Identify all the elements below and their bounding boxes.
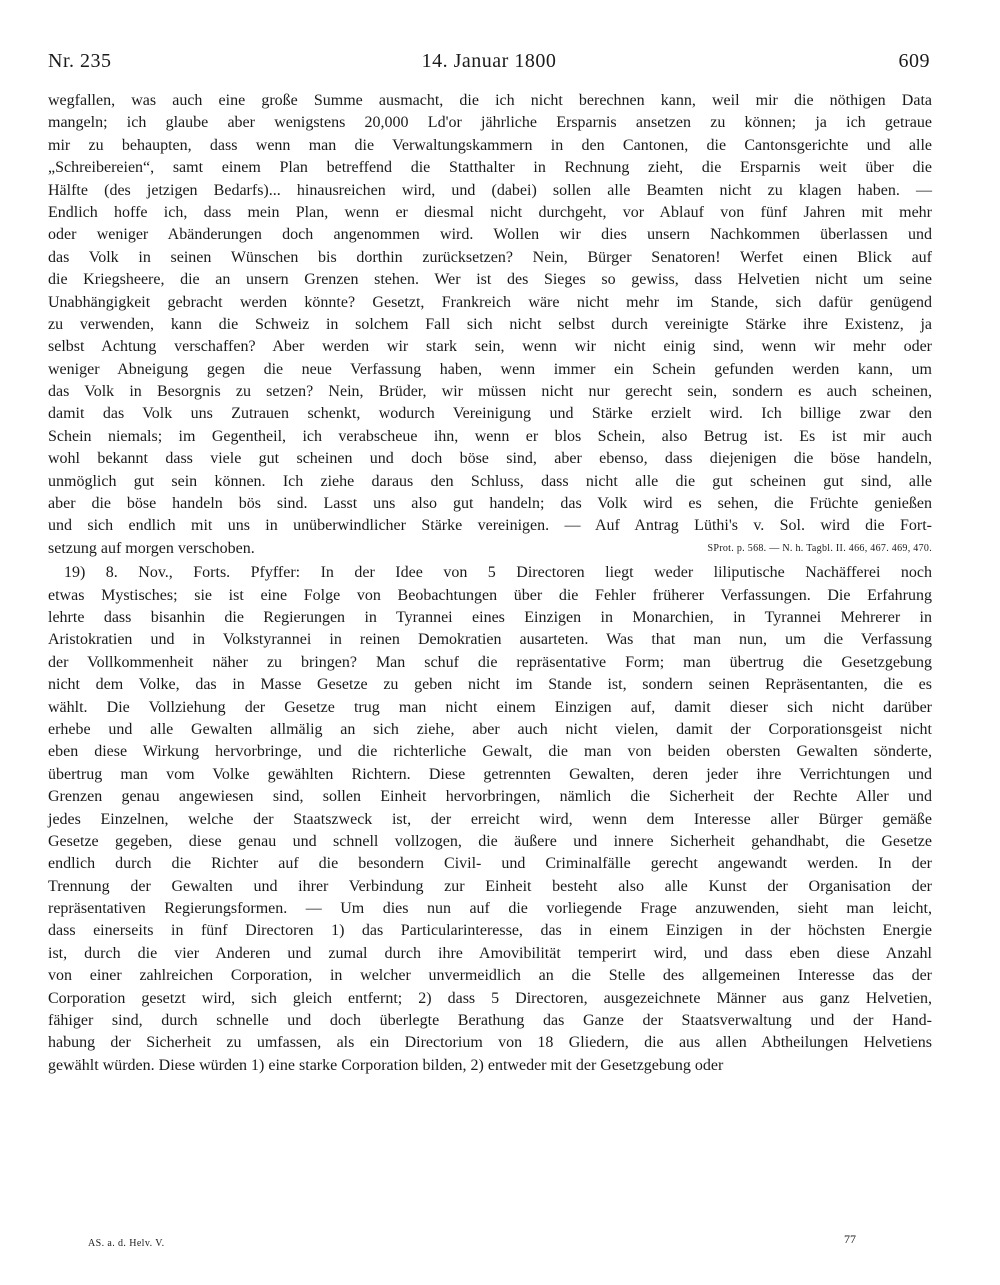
text-line: Unabhängigkeit gebracht werden könnte? Gesetzt, Frankreich wäre nicht mehr im Stande, sich dafür genügend: [48, 293, 932, 311]
text-line: fähiger sind, durch schnelle und doch überlegte Berathung das Ganze der Staatsverwaltung und der Hand-: [48, 1012, 932, 1030]
text-line: das Volk in seinen Wünschen bis dorthin zurücksetzen? Nein, Bürger Senatoren! Werfet einen Blick auf: [48, 248, 932, 266]
text-line: „Schreibereien“, samt einem Plan betreffend die Statthalter in Rechnung zieht, die Ersparnis weit über die: [48, 159, 932, 177]
sheet-number: 77: [844, 1232, 856, 1246]
text-line: Gesetze gegeben, diese genau und schnell vollzogen, die äußere und innere Sicherheit gehandhabt, die Gesetze: [48, 832, 932, 850]
text-line: etwas Mystisches; sie ist eine Folge von Beobachtungen über die Fehler früherer Verfassungen. Die Erfahrung: [48, 586, 932, 604]
text-line: das Volk in Besorgnis zu setzen? Nein, Brüder, wir müssen nicht nur gerecht sein, sondern es auch scheinen,: [48, 383, 932, 401]
body-text: [48, 90, 932, 1077]
text-line: wählt. Die Vollziehung der Gesetze trug man nicht einem Einzigen auf, damit dieser sich nicht darüber: [48, 698, 932, 716]
document-number: Nr. 235: [48, 50, 112, 72]
text-line: wegfallen, was auch eine große Summe ausmacht, die ich nicht berechnen kann, weil mir die nöthigen Data: [48, 92, 932, 109]
page-number: 609: [898, 50, 930, 72]
text-line: weniger Abneigung gegen die neue Verfassung haben, wenn immer ein Schein gefunden werden kann, um: [48, 360, 932, 378]
text-line: erhebe und alle Gewalten allmälig an sich ziehe, aber auch nicht vielen, damit der Corporationsgeist nicht: [48, 720, 932, 738]
text-line: Aristokratien und in Volkstyrannei in reinen Demokratien ausarteten. Was that man nun, um die Verfassung: [48, 631, 932, 649]
page-footer: [48, 1232, 932, 1258]
text-line: oder weniger Abänderungen doch angenommen wird. Wollen wir dies unsern Nachkommen überlassen und: [48, 226, 932, 244]
running-header: [48, 46, 930, 78]
text-line: unmöglich gut sein können. Ich ziehe daraus den Schluss, dass nicht alle die gut scheinen gut sind, alle: [48, 472, 932, 490]
text-line: mangeln; ich glaube aber wenigstens 20,000 Ld'or jährliche Ersparnis ansetzen zu können; ja ich getraue: [48, 114, 932, 132]
text-line: nicht dem Volke, das in Masse Gesetze zu geben nicht im Stande ist, sondern seinen Repräsentanten, die es: [48, 676, 932, 694]
text-line: habung der Sicherheit zu umfassen, als ein Directorium von 18 Gliedern, die aus allen Abtheilungen Helvetiens: [48, 1034, 932, 1052]
text-line: dass einerseits in fünf Directoren 1) das Particularinteresse, das in einem Einzigen in der höchsten Energie: [48, 922, 932, 940]
signature-mark: AS. a. d. Helv. V.: [88, 1238, 165, 1249]
text-line: mir zu behaupten, dass wenn man die Verwaltungskammern in den Cantonen, die Cantonsgerichte und alle: [48, 136, 932, 154]
header-date: 14. Januar 1800: [421, 50, 557, 72]
text-line: Hälfte (des jetzigen Bedarfs)... hinausreichen wird, und (dabei) sollen alle Beamten nicht zu klagen haben. —: [48, 181, 932, 199]
text-line: ist, durch die vier Anderen und zumal durch ihre Amovibilität temperirt wird, und dass eben diese Anzahl: [48, 944, 932, 962]
text-line: gewählt würden. Diese würden 1) eine starke Corporation bilden, 2) entweder mit der Gesetzgebung oder: [48, 1056, 724, 1074]
text-line: Trennung der Gewalten und ihrer Verbindung zur Einheit besteht also alle Kunst der Organisation der: [48, 877, 932, 895]
text-line: lehrte dass bisanhin die Regierungen in Tyrannei eines Einzigen in Monarchien, in Tyrannei Mehrerer in: [48, 608, 932, 626]
text-line: und sich endlich mit uns in unüberwindlicher Stärke vereinigen. — Auf Antrag Lüthi's v. Sol. wird die Fort-: [48, 517, 932, 535]
text-line: jedes Einzelnen, welche der Staatszweck ist, der erreicht wird, wenn dem Interesse aller Bürger gemäße: [48, 810, 932, 828]
text-line: damit das Volk uns Zutrauen schenkt, wodurch Vereinigung und Stärke erzielt wird. Ich billige zwar den: [48, 405, 932, 423]
text-line: endlich durch die Richter auf die besondern Civil- und Criminalfälle gerecht angewandt werden. In der: [48, 855, 932, 873]
text-line: Schein niemals; im Gegentheil, ich verabscheue ihn, wenn er blos Schein, also Betrug ist. Es ist mir auch: [48, 427, 932, 445]
text-line: von einer zahlreichen Corporation, in welcher unvermeidlich an die Stelle des allgemeinen Interesse das der: [48, 967, 932, 985]
text-line: 19) 8. Nov., Forts. Pfyffer: In der Idee von 5 Directoren liegt weder liliputische Nachäfferei noch: [64, 564, 932, 582]
text-line: der Vollkommenheit näher zu bringen? Man schuf die repräsentative Form; man übertrug die Gesetzgebung: [48, 653, 932, 671]
text-line: die Kriegsheere, die an unsern Grenzen stehen. Wer ist des Sieges so gewiss, dass Helvetien nicht um seine: [48, 271, 932, 289]
closing-text: setzung auf morgen verschoben.: [48, 539, 255, 557]
text-line: Endlich hoffe ich, dass mein Plan, wenn er diesmal nicht durchgeht, vor Ablauf von fünf Jahren mit mehr: [48, 203, 932, 221]
text-line: zu verwenden, kann die Schweiz in solchem Fall sich nicht selbst durch vereinigte Stärke ihre Existenz, ja: [48, 315, 932, 333]
text-line: wohl bekannt dass viele gut scheinen und doch böse sind, aber ebenso, dass diejenigen die böse handeln,: [48, 450, 932, 468]
text-line: Corporation gesetzt wird, sich gleich entfernt; 2) dass 5 Directoren, ausgezeichnete Männer aus ganz Helvetien,: [48, 989, 932, 1007]
text-line: Grenzen genau angewiesen sind, sollen Einheit hervorbringen, nämlich die Sicherheit der Rechte Aller und: [48, 788, 932, 806]
text-line: selbst Achtung verschaffen? Aber werden wir stark sein, wenn wir nicht einig sind, wenn wir mehr oder: [48, 338, 932, 356]
text-line: aber die böse handeln bös sind. Lasst uns also gut handeln; das Volk wird es sehen, die Früchte genießen: [48, 495, 932, 513]
source-citation: SProt. p. 568. — N. h. Tagbl. II. 466, 467. 469, 470.: [707, 542, 932, 554]
text-line: übertrug man vom Volke gewählten Richtern. Diese getrennten Gewalten, deren jeder ihre Verrichtungen und: [48, 765, 932, 783]
text-line: eben diese Wirkung hervorbringe, und die richterliche Gewalt, die man von beiden obersten Gewalten sönderte,: [48, 743, 932, 761]
text-line: repräsentativen Regierungsformen. — Um dies nun auf die vorliegende Frage anzuwenden, sieht man leicht,: [48, 900, 932, 918]
closing-line-with-citation: [48, 538, 932, 560]
